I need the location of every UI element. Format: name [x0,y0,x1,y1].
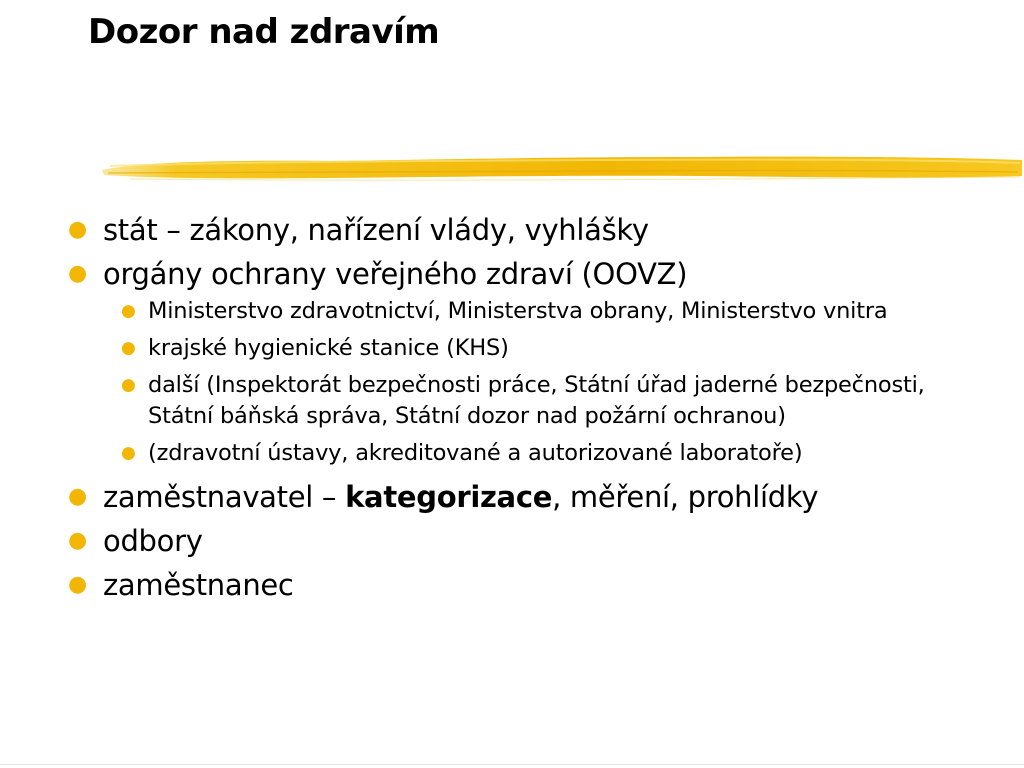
bullet-dot-icon: ● [68,217,87,242]
bottom-divider [0,764,1024,765]
list-item-text: zaměstnanec [103,568,294,602]
bullet-dot-icon: ● [68,572,87,597]
list-item [62,208,962,252]
bullet-dot-icon: ● [68,528,87,553]
bullet-list [62,208,962,607]
list-item-text: orgány ochrany veřejného zdraví (OOVZ) [103,257,688,291]
sub-list-item-text: Ministerstvo zdravotnictví, Ministerstva obrany, Ministerstvo vnitra [148,298,888,324]
bullet-dot-icon: ● [121,338,136,358]
sub-bullet-list [62,296,962,469]
list-item [62,475,962,519]
slide-title: Dozor nad zdravím [88,12,440,52]
list-item-text-before: zaměstnavatel – [103,480,346,514]
list-item [62,519,962,563]
bullet-dot-icon: ● [121,301,136,321]
highlighter-stroke-divider [100,148,1024,190]
list-item [62,563,962,607]
sub-list-item [117,438,962,469]
bullet-dot-icon: ● [121,375,136,395]
sub-list-item-text: další (Inspektorát bezpečnosti práce, Státní úřad jaderné bezpečnosti, Státní báňská správa, Státní dozor nad požární ochranou) [148,372,925,429]
sub-list-item-text: (zdravotní ústavy, akreditované a autorizované laboratoře) [148,440,803,466]
list-item-text: odbory [103,524,203,558]
bullet-dot-icon: ● [68,484,87,509]
sub-list-item-text: krajské hygienické stanice (KHS) [148,335,509,361]
list-item-text-after: , měření, prohlídky [552,480,819,514]
list-item-text: stát – zákony, nařízení vlády, vyhlášky [103,213,649,247]
sub-list-item [117,370,962,432]
list-item [62,252,962,296]
sub-list-item [117,296,962,327]
list-item-bold-term: kategorizace [345,480,553,514]
sublist-container [62,296,962,469]
sub-list-item [117,333,962,364]
bullet-dot-icon: ● [121,443,136,463]
bullet-dot-icon: ● [68,261,87,286]
